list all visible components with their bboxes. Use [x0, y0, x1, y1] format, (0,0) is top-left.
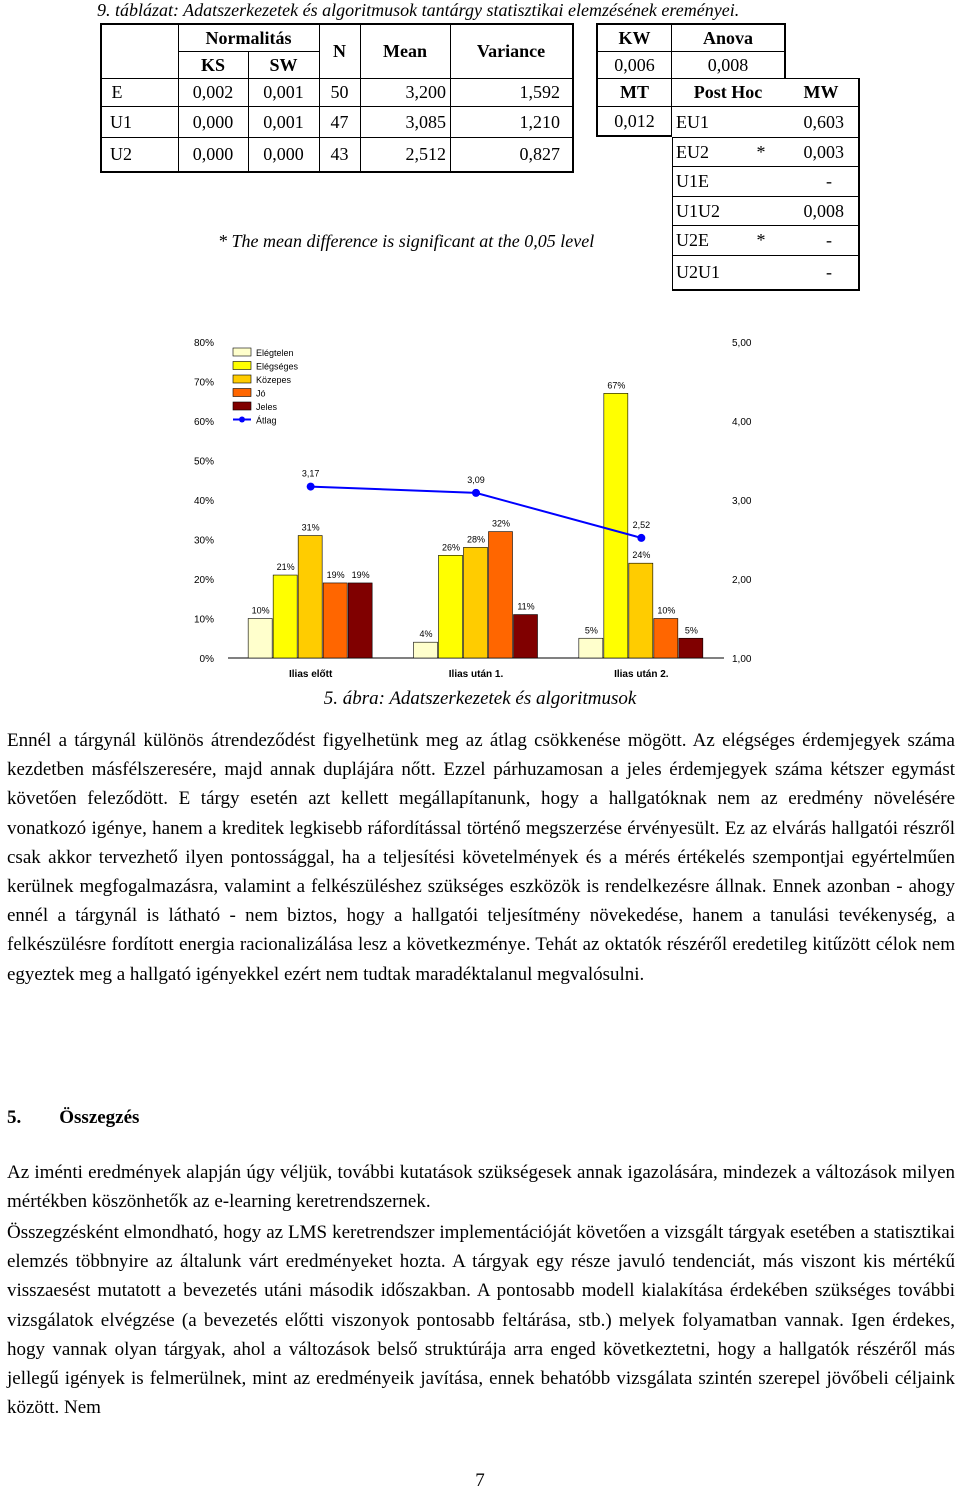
bar-Jó: [323, 583, 347, 658]
table-cell: 50: [330, 82, 349, 102]
comparison-label: U1U2: [676, 200, 720, 221]
legend-swatch-Jó: [233, 389, 251, 397]
paragraph-text: Ennél a tárgynál különös átrendeződést figyelhetünk meg az átlag csökkenése mögött. Az elégséges érdemjegyek száma kezdetben másfélszeresére, majd annak duplájára nőtt. Ezzel párhuzamosan a jeles érdemjegyek száma kétszer egymást követően feleződött. E tárgy esetén azt kellett megállapítanunk, hogy a hallgatóknak nem az eredmény növelésére vonatkozó igénye, hanem a kreditek legkisebb ráfordítással történő megszerzése érvényesült. Ez az elvárás hallgatói részről csak akkor tervezhető ilyen pontossággal, ha a teljesítési követelmények és a mérés értékelés szempontjai egyértelműen kerülnek megfogalmazásra, valamint a felkészüléshez szükséges eszközök is rendelkezésre állnak. Ennek azonban - ahogy ennél a tárgynál is látható - nem biztos, hogy a hallgatói teljesítmény növekedése, hanem a tanulási tevékenység, a felkészülésre fordított energia racionalizálása lesz a következménye. Tehát az oktatók részéről eredetileg kitűzött célok nem egyeztek meg a hallgató igényekkel ezért nem tudtak maradéktalanul megvalósulni.: [7, 730, 955, 985]
bar-Jeles: [514, 615, 538, 658]
table-cell: 0,000: [192, 144, 234, 164]
y-right-tick-label: 4,00: [732, 417, 752, 428]
bar-Elégtelen: [579, 638, 603, 658]
header-n: N: [333, 41, 346, 61]
average-point: [472, 489, 480, 497]
comparison-label: EU1: [676, 111, 709, 132]
y-right-tick-label: 2,00: [732, 575, 752, 586]
bar-data-label: 28%: [466, 534, 486, 545]
table-cell: 43: [330, 144, 349, 164]
y-right-tick-label: 3,00: [732, 496, 752, 507]
header-ks: KS: [200, 54, 225, 75]
x-category-label: Ilias előtt: [288, 669, 333, 680]
bar-Elégtelen: [414, 642, 438, 658]
significance-star: [746, 107, 776, 137]
header-mt: MT: [620, 82, 649, 102]
header-kw: KW: [618, 27, 651, 48]
average-point: [637, 534, 645, 542]
bar-data-label: 10%: [251, 605, 270, 616]
bar-data-label: 10%: [657, 605, 676, 616]
paragraph-text: Az iménti eredmények alapján úgy véljük, további kutatások szükségesek annak igazolására, mindezek a változások milyen mértékben köszönhetők az e-learning keretrendszernek.: [7, 1162, 955, 1213]
table-cell: 0,000: [192, 111, 234, 132]
mw-value: -: [826, 262, 832, 282]
bar-data-label: 5%: [584, 625, 598, 636]
anova-value: 0,008: [707, 54, 749, 75]
header-sw: SW: [269, 54, 298, 75]
bar-data-label: 31%: [301, 522, 320, 533]
comparison-label: U1E: [676, 171, 709, 191]
header-anova: Anova: [702, 27, 753, 48]
mw-value: 0,003: [803, 141, 844, 162]
x-category-label: Ilias után 2.: [614, 669, 669, 680]
bar-data-label: 4%: [419, 629, 433, 640]
header-post-hoc: Post Hoc: [693, 82, 763, 102]
table-cell: 0,827: [519, 144, 560, 164]
average-data-label: 2,52: [632, 519, 651, 530]
legend-swatch-Jeles: [233, 402, 251, 410]
y-left-tick-label: 80%: [193, 338, 214, 349]
bar-Közepes: [298, 536, 322, 658]
table-cell: 0,000: [263, 144, 304, 164]
bar-data-label: 26%: [441, 542, 461, 553]
table-caption: 9. táblázat: Adatszerkezetek és algoritmusok tantárgy statisztikai elemzésének ereményei.: [97, 0, 740, 20]
table-cell: 3,085: [405, 111, 446, 132]
y-right-tick-label: 1,00: [732, 654, 752, 665]
table-cell: 2,512: [405, 144, 446, 164]
mw-value: 0,008: [803, 200, 844, 221]
table-cell: 1,210: [519, 111, 560, 132]
header-variance: Variance: [476, 41, 546, 61]
grade-distribution-chart: [0, 330, 960, 685]
section-title: Összegzés: [59, 1107, 140, 1128]
bar-Elégséges: [604, 393, 628, 658]
mw-value: -: [826, 230, 832, 250]
legend-label: Elégséges: [256, 361, 299, 372]
x-category-label: Ilias után 1.: [448, 669, 504, 680]
significance-star: *: [756, 230, 766, 250]
y-left-tick-label: 50%: [193, 456, 214, 468]
bar-data-label: 32%: [491, 518, 511, 529]
bar-data-label: 11%: [517, 601, 535, 612]
statistics-table: [100, 23, 574, 173]
legend-swatch-Elégséges: [233, 362, 251, 370]
bar-Jó: [489, 532, 513, 658]
y-left-tick-label: 30%: [193, 535, 214, 547]
mt-value: 0,012: [614, 110, 655, 131]
y-left-tick-label: 60%: [193, 417, 214, 428]
figure-caption: 5. ábra: Adatszerkezetek és algoritmusok: [323, 688, 637, 709]
table-cell: 47: [330, 111, 349, 132]
comparison-label: EU2: [676, 141, 709, 162]
comparison-label: U2U1: [676, 262, 720, 282]
header-mean: Mean: [383, 41, 427, 61]
kw-value: 0,006: [614, 54, 655, 75]
y-left-tick-label: 40%: [193, 496, 214, 507]
bar-data-label: 19%: [351, 569, 370, 580]
significance-star: [746, 256, 776, 289]
page-number: 7: [475, 1470, 485, 1491]
bar-data-label: 19%: [326, 569, 345, 580]
table-cell: 0,001: [263, 82, 304, 102]
table-cell: 0,001: [263, 111, 304, 132]
bar-Elégtelen: [248, 619, 272, 659]
section-number: 5.: [7, 1107, 22, 1128]
bar-Elégséges: [273, 575, 297, 658]
header-normality: Normalitás: [205, 27, 292, 48]
legend-label: Elégtelen: [256, 348, 294, 358]
bar-Jó: [654, 619, 678, 659]
body-paragraph-2: [7, 1158, 955, 1216]
comparison-label: U2E: [676, 230, 709, 250]
average-data-label: 3,09: [467, 474, 485, 485]
significance-note: * The mean difference is significant at the 0,05 level: [218, 231, 595, 251]
legend-marker-average: [239, 417, 245, 423]
table-cell: 3,200: [405, 82, 446, 102]
significance-star: [746, 197, 776, 225]
legend-label: Közepes: [256, 375, 292, 385]
bar-Jeles: [348, 583, 372, 658]
section-heading: [7, 1107, 139, 1129]
bar-data-label: 67%: [607, 380, 626, 391]
mw-value: 0,603: [803, 111, 844, 132]
bar-data-label: 21%: [276, 562, 295, 573]
y-left-tick-label: 10%: [193, 614, 214, 626]
bar-Közepes: [464, 547, 488, 658]
legend-swatch-Elégtelen: [233, 348, 251, 356]
table-cell: 1,592: [519, 82, 560, 102]
row-label: U2: [110, 144, 132, 164]
test-results-table: [596, 23, 860, 293]
y-left-tick-label: 70%: [193, 377, 214, 389]
legend-swatch-Közepes: [233, 375, 251, 383]
bar-Közepes: [629, 563, 653, 658]
mw-value: -: [826, 171, 832, 191]
row-label: E: [111, 82, 123, 102]
body-paragraph-3: [7, 1218, 955, 1422]
legend-label: Jó: [256, 388, 266, 399]
bar-data-label: 5%: [684, 625, 698, 636]
y-left-tick-label: 0%: [199, 654, 214, 665]
header-mw: MW: [803, 82, 839, 102]
bar-Jeles: [679, 638, 703, 658]
significance-star: [746, 167, 776, 196]
legend-label: Átlag: [256, 415, 277, 426]
paragraph-text: Összegzésként elmondható, hogy az LMS keretrendszer implementációját követően a vizsgált tárgyak esetében a statisztikai elemzés többnyire az általunk várt eredményeket hozta. A tárgyak egy része javuló tendenciát, más viszont kis mértékű visszaesést mutatott a bevezetés utáni második időszakban. A pontosabb modell kialakítása érdekében szükséges további vizsgálatok elvégzése (a bevezetés előtti viszonyok pontosabb feltárása, stb.) melyek folyamatban vannak. Igen érdekes, hogy vannak olyan tárgyak, ahol a változások belső struktúrája arra enged következtetni, hogy a hallgatók részéről más jellegű igények is felmerülnek, mint az eredményeik javítása, ennek behatóbb vizsgálata szintén szerepel jövőbeli céljaink között. Nem: [7, 1222, 955, 1419]
row-label: U1: [110, 111, 132, 132]
bar-data-label: 24%: [632, 550, 651, 561]
average-point: [307, 483, 315, 491]
y-right-tick-label: 5,00: [732, 338, 752, 349]
bar-Elégséges: [439, 555, 463, 658]
y-left-tick-label: 20%: [193, 575, 214, 586]
significance-star: *: [756, 141, 766, 162]
average-data-label: 3,17: [301, 468, 320, 479]
legend-label: Jeles: [256, 402, 278, 412]
body-paragraph-1: [7, 726, 955, 989]
table-cell: 0,002: [192, 82, 234, 102]
